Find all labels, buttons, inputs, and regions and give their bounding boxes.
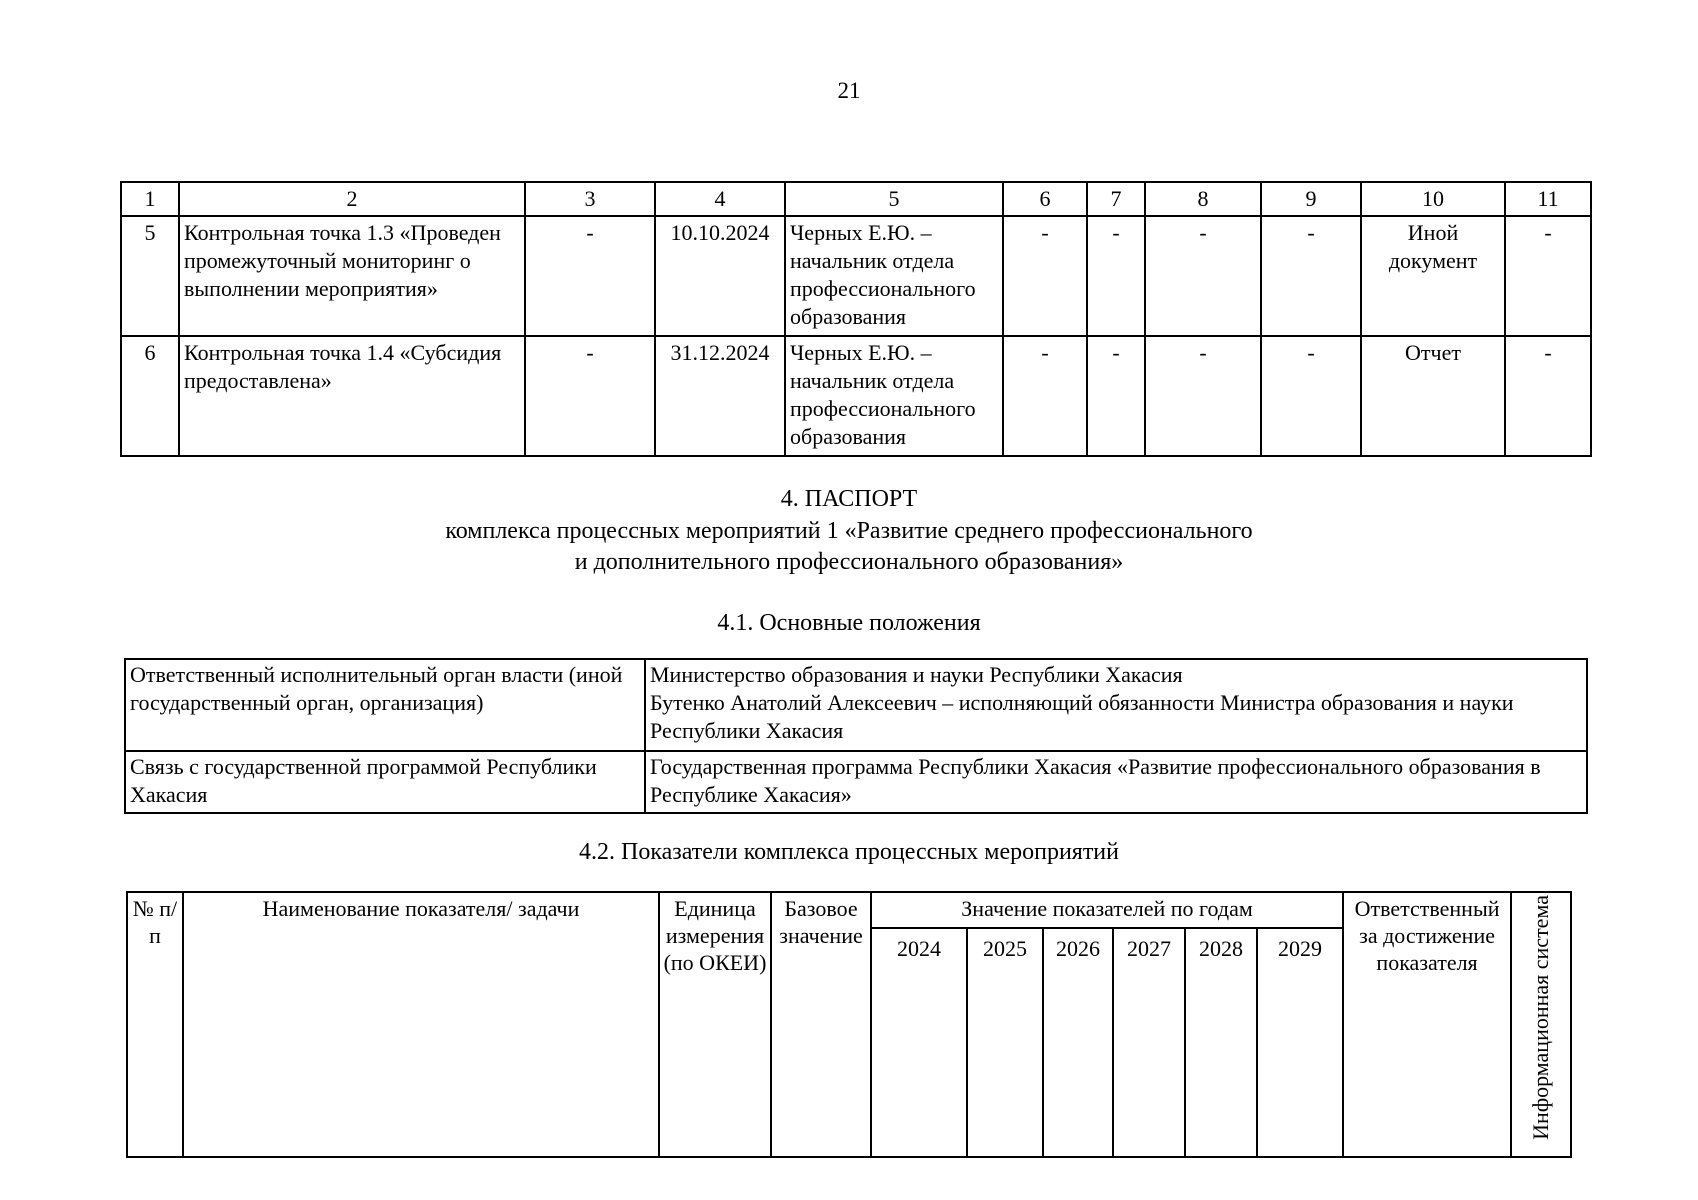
responsible-person: Черных Е.Ю. – начальник отдела профессионального образования	[785, 336, 1003, 456]
year-header: 2026	[1043, 928, 1113, 1157]
control-points-table	[120, 181, 1592, 457]
table-row	[121, 336, 1591, 456]
provision-label: Связь с государственной программой Республики Хакасия	[125, 751, 645, 813]
col-header: 7	[1087, 182, 1145, 216]
col-header-name: Наименование показателя/ задачи	[183, 892, 659, 1157]
col-header: 2	[179, 182, 525, 216]
table-header-row	[121, 182, 1591, 216]
col-header: 10	[1361, 182, 1505, 216]
control-point-date: 10.10.2024	[655, 216, 785, 336]
cell-dash: -	[1261, 216, 1361, 336]
control-point-name: Контрольная точка 1.3 «Проведен промежуточный мониторинг о выполнении мероприятия»	[179, 216, 525, 336]
page-number: 21	[837, 78, 861, 103]
col-header: 5	[785, 182, 1003, 216]
col-header: 11	[1505, 182, 1591, 216]
col-header-unit: Единица измерения (по ОКЕИ)	[659, 892, 771, 1157]
provision-label: Ответственный исполнительный орган власти (иной государственный орган, организация)	[125, 659, 645, 751]
col-header: 9	[1261, 182, 1361, 216]
col-header-number: № п/п	[127, 892, 183, 1157]
table-row	[125, 751, 1587, 813]
main-provisions-table	[124, 658, 1588, 814]
provision-value: Государственная программа Республики Хакасия «Развитие профессионального образования в Республике Хакасия»	[645, 751, 1587, 813]
year-header: 2024	[871, 928, 967, 1157]
row-number: 6	[121, 336, 179, 456]
provision-value-line: Министерство образования и науки Республики Хакасия	[650, 662, 1183, 687]
year-header: 2029	[1257, 928, 1343, 1157]
passport-heading: 4. ПАСПОРТ	[780, 486, 918, 512]
provision-value	[645, 659, 1587, 751]
cell-dash: -	[1261, 336, 1361, 456]
info-system-label: Информационная система	[1528, 895, 1554, 1140]
table-row	[125, 659, 1587, 751]
control-point-name: Контрольная точка 1.4 «Субсидия предоставлена»	[179, 336, 525, 456]
col-header: 3	[525, 182, 655, 216]
cell-dash: -	[1003, 216, 1087, 336]
provision-value-line: Бутенко Анатолий Алексеевич – исполняющий обязанности Министра образования и науки Республики Хакасия	[650, 690, 1514, 743]
row-number: 5	[121, 216, 179, 336]
cell-dash: -	[1087, 216, 1145, 336]
cell-dash: -	[1087, 336, 1145, 456]
passport-subheading: комплекса процессных мероприятий 1 «Развитие среднего профессионального	[445, 518, 1253, 544]
cell-dash: -	[525, 216, 655, 336]
year-header: 2025	[967, 928, 1043, 1157]
cell-dash: -	[1003, 336, 1087, 456]
passport-subheading: и дополнительного профессионального образования»	[574, 549, 1124, 575]
year-header: 2028	[1185, 928, 1257, 1157]
col-header-responsible: Ответственный за достижение показателя	[1343, 892, 1511, 1157]
control-point-date: 31.12.2024	[655, 336, 785, 456]
cell-dash: -	[1505, 216, 1591, 336]
col-header-years-group: Значение показателей по годам	[871, 892, 1343, 928]
col-header: 6	[1003, 182, 1087, 216]
col-header: 4	[655, 182, 785, 216]
section-title: 4.1. Основные положения	[717, 610, 981, 636]
col-header-info-system	[1511, 892, 1571, 1157]
cell-dash: -	[1145, 216, 1261, 336]
col-header: 8	[1145, 182, 1261, 216]
cell-dash: -	[525, 336, 655, 456]
year-header: 2027	[1113, 928, 1185, 1157]
cell-dash: -	[1145, 336, 1261, 456]
section-title: 4.2. Показатели комплекса процессных мероприятий	[578, 839, 1119, 865]
col-header-base-value: Базовое значение	[771, 892, 871, 1157]
col-header: 1	[121, 182, 179, 216]
table-header-row	[127, 892, 1571, 928]
table-row	[121, 216, 1591, 336]
document-type: Иной документ	[1361, 216, 1505, 336]
indicators-table	[126, 891, 1572, 1158]
cell-dash: -	[1505, 336, 1591, 456]
responsible-person: Черных Е.Ю. – начальник отдела профессионального образования	[785, 216, 1003, 336]
document-type: Отчет	[1361, 336, 1505, 456]
